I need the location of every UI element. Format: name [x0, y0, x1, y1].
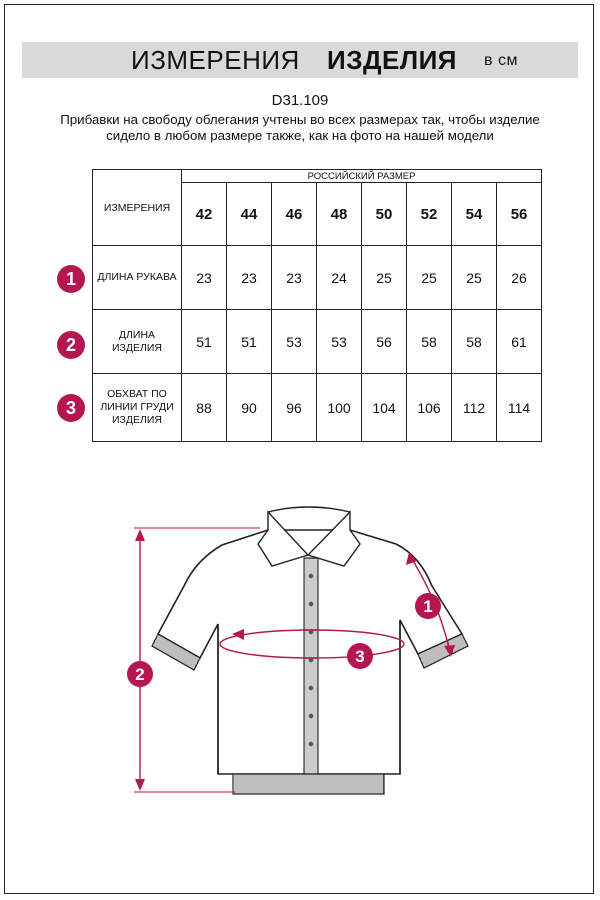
diagram-badge-2 — [127, 661, 153, 687]
size-header: 46 — [272, 183, 317, 246]
diagram-badge-1 — [415, 593, 441, 619]
measure-header: ИЗМЕРЕНИЯ — [93, 170, 182, 246]
article-number: D31.109 — [271, 92, 329, 109]
table-cell: 100 — [317, 374, 362, 442]
size-header: 52 — [407, 183, 452, 246]
table-cell: 26 — [497, 246, 542, 310]
table-cell: 56 — [362, 310, 407, 374]
table-cell: 90 — [227, 374, 272, 442]
table-row — [93, 374, 542, 442]
row-number-badge: 3 — [57, 394, 85, 422]
row-label: ДЛИНА ИЗДЕЛИЯ — [93, 310, 182, 374]
row-label: ДЛИНА РУКАВА — [93, 246, 182, 310]
shirt-diagram — [0, 500, 600, 810]
table-cell: 53 — [317, 310, 362, 374]
table-cell: 114 — [497, 374, 542, 442]
table-cell: 88 — [182, 374, 227, 442]
table-cell: 51 — [182, 310, 227, 374]
row-label: ОБХВАТ ПО ЛИНИИ ГРУДИ ИЗДЕЛИЯ — [93, 374, 182, 442]
size-header: 48 — [317, 183, 362, 246]
table-cell: 23 — [182, 246, 227, 310]
table-cell: 24 — [317, 246, 362, 310]
svg-text:1: 1 — [423, 597, 433, 616]
table-cell: 96 — [272, 374, 317, 442]
button-placket — [304, 558, 318, 774]
table-cell: 25 — [452, 246, 497, 310]
size-group-header: РОССИЙСКИЙ РАЗМЕР — [182, 170, 542, 183]
table-cell: 23 — [272, 246, 317, 310]
table-cell: 51 — [227, 310, 272, 374]
table-cell: 61 — [497, 310, 542, 374]
size-header: 42 — [182, 183, 227, 246]
size-header: 50 — [362, 183, 407, 246]
row-number-badge: 1 — [57, 265, 85, 293]
size-header: 44 — [227, 183, 272, 246]
table-cell: 25 — [407, 246, 452, 310]
table-cell: 104 — [362, 374, 407, 442]
row-number-badge: 2 — [57, 331, 85, 359]
table-cell: 25 — [362, 246, 407, 310]
table-row — [93, 310, 542, 374]
table-cell: 58 — [407, 310, 452, 374]
table-cell: 23 — [227, 246, 272, 310]
svg-text:3: 3 — [355, 647, 365, 666]
svg-text:2: 2 — [135, 665, 145, 684]
title-unit: в см — [484, 52, 518, 69]
title-measurements: ИЗМЕРЕНИЯ — [131, 45, 300, 75]
size-header: 56 — [497, 183, 542, 246]
table-cell: 53 — [272, 310, 317, 374]
table-row — [93, 246, 542, 310]
table-cell: 106 — [407, 374, 452, 442]
table-cell: 58 — [452, 310, 497, 374]
table-cell: 112 — [452, 374, 497, 442]
bottom-rib — [233, 774, 384, 794]
title-product: ИЗДЕЛИЯ — [327, 45, 457, 75]
fit-note: Прибавки на свободу облегания учтены во всех размерах так, чтобы изделие сидело в любом размере также, как на фото на нашей модели — [60, 112, 540, 143]
size-header: 54 — [452, 183, 497, 246]
diagram-badge-3 — [347, 643, 373, 669]
size-table — [92, 169, 542, 442]
